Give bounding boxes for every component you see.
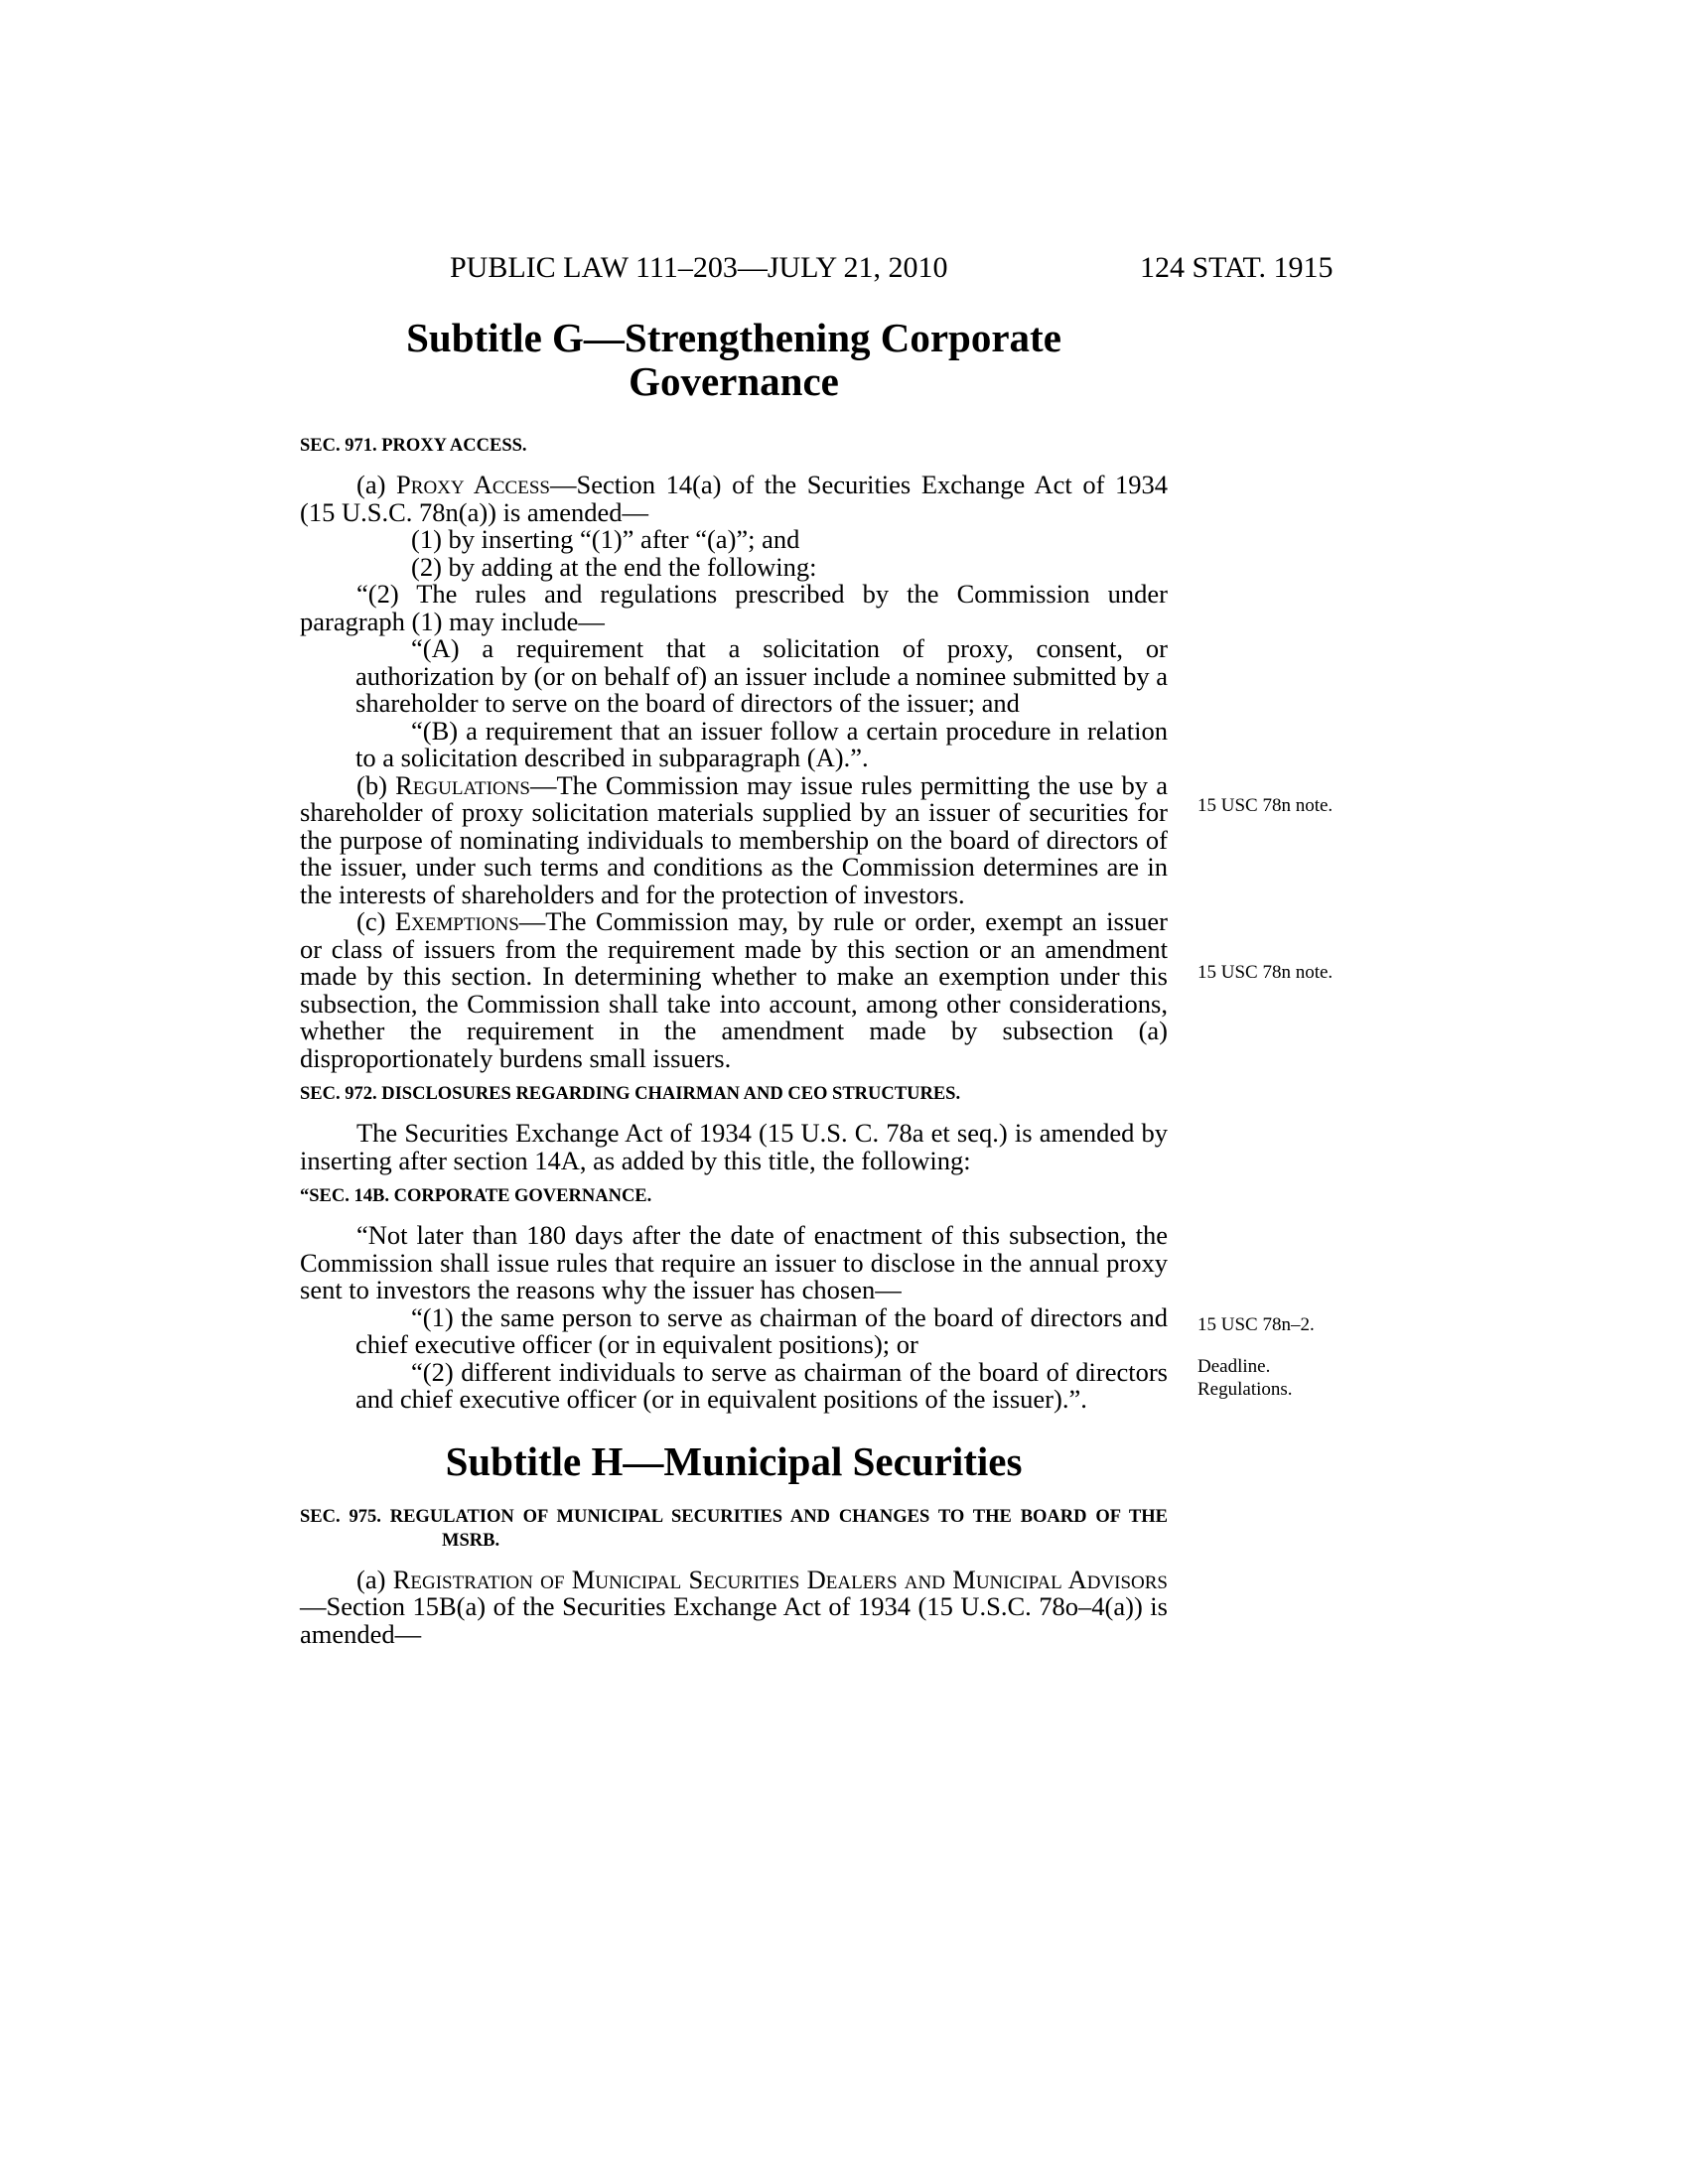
margin-note-sec-971-c: 15 USC 78n note. [1197,962,1334,983]
sec-14b-text: “Not later than 180 days after the date of enactment of this subsection, the Commission shall issue rules that require an issuer to disclose in the annual proxy sent to investors the reasons why the issuer has chosen— [300,1220,1168,1304]
sec-971-subsection-a [300,472,1168,526]
sec-972-text: The Securities Exchange Act of 1934 (15 U.S. C. 78a et seq.) is amended by inserting after section 14A, as added by this title, the following: [300,1118,1168,1175]
margin-note-regulations: Regulations. [1197,1379,1293,1400]
subsection-caption: Registration of Municipal Securities Dealers and Municipal Advisors [392,1564,1168,1594]
subsection-caption: Proxy Access [396,470,550,499]
subsection-text: —Section 14(a) of the Securities Exchange Act of 1934 (15 U.S.C. 78n(a)) is amended— [300,470,1169,527]
sec-975-subsection-a [300,1564,1168,1649]
sec-14b-heading: “SEC. 14B. CORPORATE GOVERNANCE. [300,1186,652,1206]
subsection-label: (a) [356,1564,386,1594]
subtitle-g-heading: Subtitle G—Strengthening Corporate Governance [406,315,1061,404]
subsection-caption: Regulations [395,769,530,800]
subsection-text: —The Commission may, by rule or order, exempt an issuer or class of issuers from the requirement made by this section or an amendment made by this section. In determining whether to make an exemption under this subsection, the Commission shall take into account, among other considerations, whether the requirement in the amendment made by subsection (a) disproportionately burdens small issuers. [300,906,1168,1073]
sec-971-subsection-c [300,908,1168,1072]
margin-note-sec-14b: 15 USC 78n–2. [1197,1314,1315,1335]
subsection-label: (a) [356,470,386,499]
quoted-paragraph-2: “(2) The rules and regulations prescribed by the Commission under paragraph (1) may include— [300,579,1168,636]
sec-971-a-paragraph-2: (2) by adding at the end the following: [411,551,817,582]
running-header-page-number: 124 STAT. 1915 [1140,251,1334,284]
subsection-label: (b) [356,769,387,800]
sec-971-heading: SEC. 971. PROXY ACCESS. [300,436,527,456]
main-text-column [300,316,1168,1648]
sec-971-subsection-b [300,769,1168,909]
sec-14b-item-1: “(1) the same person to serve as chairman of the board of directors and chief executive officer (or in equivalent positions); or [355,1301,1168,1359]
margin-note-sec-971-b: 15 USC 78n note. [1197,795,1334,816]
sec-972-heading: SEC. 972. DISCLOSURES REGARDING CHAIRMAN AND CEO STRUCTURES. [300,1084,961,1104]
sec-14b-item-2: “(2) different individuals to serve as chairman of the board of directors and chief executive officer (or in equivalent positions of the issuer).”. [355,1356,1168,1414]
subsection-caption: Exemptions [394,906,519,936]
spacer [300,1072,1168,1082]
quoted-subparagraph-a: “(A) a requirement that a solicitation of proxy, consent, or authorization by (or on behalf of) an issuer include a nominee submitted by a shareholder to serve on the board of directors of the issuer; and [355,633,1168,718]
subsection-label: (c) [356,906,386,936]
spacer [300,1174,1168,1184]
subtitle-h-heading: Subtitle H—Municipal Securities [445,1437,1023,1484]
margin-note-deadline: Deadline. [1197,1356,1271,1377]
running-header-left: PUBLIC LAW 111–203—JULY 21, 2010 [450,251,948,284]
sec-971-a-paragraph-1: (1) by inserting “(1)” after “(a)”; and [411,524,800,554]
subsection-text: —Section 15B(a) of the Securities Exchange Act of 1934 (15 U.S.C. 78o–4(a)) is amended— [300,1591,1168,1649]
sec-975-heading: SEC. 975. REGULATION OF MUNICIPAL SECURITIES AND CHANGES TO THE BOARD OF THE MSRB. [300,1506,1168,1551]
quoted-subparagraph-b: “(B) a requirement that an issuer follow a certain procedure in relation to a solicitation described in subparagraph (A).”. [355,715,1168,772]
subsection-text: —The Commission may issue rules permitting the use by a shareholder of proxy solicitation materials supplied by an issuer of securities for the purpose of nominating individuals to membership on the board of directors of the issuer, under such terms and conditions as the Commission determines are in the interests of shareholders and for the protection of investors. [300,769,1168,909]
